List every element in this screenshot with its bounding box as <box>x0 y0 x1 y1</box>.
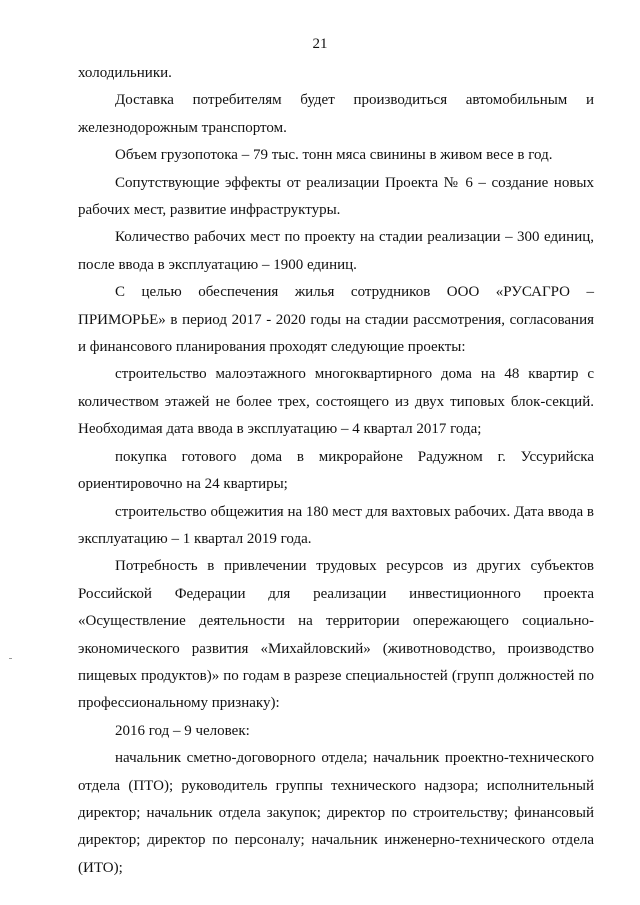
paragraph-year-2016: 2016 год – 9 человек: <box>115 722 250 739</box>
paragraph-housing-item-2: покупка готового дома в микрорайоне Радужном г. Уссурийска ориентировочно на 24 квартиры; <box>78 448 594 493</box>
document-body <box>78 60 594 882</box>
paragraph-labor-need: Потребность в привлечении трудовых ресурсов из других субъектов Российской Федерации для реализации инвестиционного проекта «Осуществление деятельности на территории опережающего социально-экономического развития «Михайловский» (животноводство, производство пищевых продуктов)» по годам в разрезе специальностей (групп должностей по профессиональному признаку): <box>78 558 594 712</box>
paragraph-housing-item-3: строительство общежития на 180 мест для вахтовых рабочих. Дата ввода в эксплуатацию – 1 квартал 2019 года. <box>78 503 594 547</box>
paragraph-cargo-volume: Объем грузопотока – 79 тыс. тонн мяса свинины в живом весе в год. <box>115 147 553 164</box>
page-number: 21 <box>312 36 328 52</box>
paragraph-housing-intro: С целью обеспечения жилья сотрудников ООО «РУСАГРО – ПРИМОРЬЕ» в период 2017 - 2020 годы на стадии рассмотрения, согласования и финансового планирования проходят следующие проекты: <box>78 284 594 356</box>
paragraph-positions-list: начальник сметно-договорного отдела; начальник проектно-технического отдела (ПТО); руководитель группы технического надзора; исполнительный директор; начальник отдела закупок; директор по строительству; финансовый директор; директор по персоналу; начальник инженерно-технического отдела (ИТО); <box>78 750 594 876</box>
paragraph-continuation: холодильники. <box>78 65 172 81</box>
paragraph-housing-item-1: строительство малоэтажного многоквартирного дома на 48 квартир с количеством этажей не более трех, состоящего из двух типовых блок-секций. Необходимая дата ввода в эксплуатацию – 4 квартал 2017 года; <box>78 366 594 438</box>
paragraph-side-effects: Сопутствующие эффекты от реализации Проекта № 6 – создание новых рабочих мест, развитие инфраструктуры. <box>78 174 594 219</box>
paragraph-jobs: Количество рабочих мест по проекту на стадии реализации – 300 единиц, после ввода в эксплуатацию – 1900 единиц. <box>78 229 594 273</box>
paragraph-delivery: Доставка потребителям будет производиться автомобильным и железнодорожным транспортом. <box>78 92 594 136</box>
margin-mark <box>9 658 12 659</box>
